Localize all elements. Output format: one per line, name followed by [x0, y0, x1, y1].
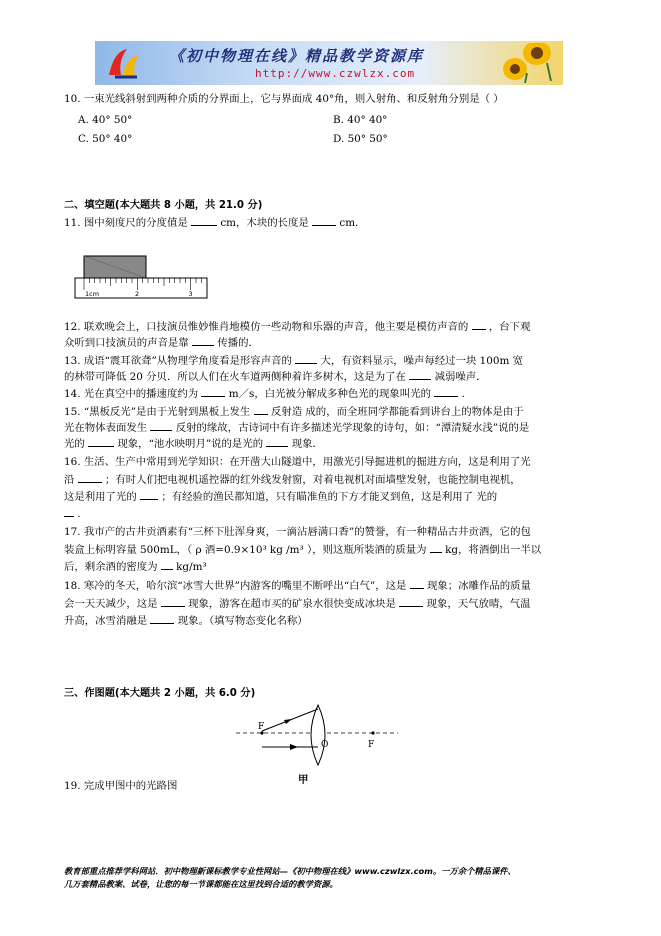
question-15-line-2	[64, 420, 529, 435]
q11-text-a: 11. 图中刻度尺的分度值是	[64, 217, 188, 229]
question-10-stem: 10. 一束光线斜射到两种介质的分界面上，它与界面成 40°角，则入射角、和反射角分别是（ ）	[64, 93, 504, 105]
question-17-line-1: 17. 我市产的古井贡酒素有“三杯下肚浑身爽，一滴沾唇满口香”的赞誉，有一种精品古井贡酒，它的包	[64, 526, 531, 538]
q17-text-d: kg/m³	[176, 561, 207, 573]
q18-blank-1[interactable]	[410, 578, 424, 589]
q15-blank-3[interactable]	[88, 436, 114, 447]
question-18-line-3	[64, 613, 308, 628]
q18-text-e: 现象，天气放晴，气温	[426, 598, 531, 610]
q16-blank-2[interactable]	[140, 489, 158, 500]
footer-line-2: 几万套精品教案、试卷，让您的每一节课都能在这里找到合适的教学资源。	[64, 879, 338, 889]
q15-text-a: 15. “黑板反光”是由于光射到黑板上发生	[64, 406, 251, 418]
question-16-line-1: 16. 生活、生产中常用到光学知识：在开凿大山隧道中，用激光引导掘进机的掘进方向，这是利用了光	[64, 456, 531, 468]
q18-text-f: 升高，冰雪消融是	[64, 615, 148, 627]
convex-lens	[311, 705, 325, 765]
q16-blank-3[interactable]	[64, 506, 74, 517]
q14-text-b: m／s，白光被分解成多种色光的现象叫光的	[228, 388, 431, 400]
banner-url[interactable]: http://www.czwlzx.com	[255, 67, 416, 80]
label-o: O	[321, 740, 329, 750]
page-footer	[64, 865, 634, 891]
q10-option-a: A. 40° 50°	[78, 114, 133, 126]
q12-blank-1[interactable]	[472, 319, 486, 330]
q18-text-c: 会一天天减少，这是	[64, 598, 158, 610]
question-16-line-2	[64, 472, 521, 487]
q15-text-f: 现象，“池水映明月”说的是光的	[117, 438, 264, 450]
question-15-line-1	[64, 404, 524, 419]
q15-text-c: 光在物体表面发生	[64, 422, 148, 434]
question-16-line-4	[64, 506, 81, 521]
site-logo-icon	[105, 47, 143, 79]
section-2-heading: 二、填空题(本大题共 8 小题，共 21.0 分)	[64, 200, 263, 211]
question-11	[64, 215, 365, 230]
q15-text-d: 反射的缘故，古诗词中有许多描述光学现象的诗句，如：“潭清疑水浅”说的是	[175, 422, 530, 434]
section-3-heading: 三、作图题(本大题共 2 小题，共 6.0 分)	[64, 688, 256, 699]
q12-text-b: ，台下观	[488, 321, 531, 333]
question-18-line-1	[64, 578, 531, 593]
q17-text-b: kg，将酒倒出一半以	[445, 544, 542, 556]
q16-text-c: 这是利用了光的	[64, 491, 137, 503]
q18-blank-2[interactable]	[161, 596, 185, 607]
q15-text-b: 反射造 成的，而全班同学都能看到讲台上的物体是由于	[270, 406, 524, 418]
q10-option-d: D. 50° 50°	[333, 133, 388, 145]
footer-line-1: 教育部重点推荐学科网站．初中物理新课标教学专业性网站—《初中物理在线》www.czwlzx.com。一万余个精品课件、	[64, 866, 516, 876]
q11-blank-2[interactable]	[312, 215, 336, 226]
header-banner	[95, 41, 563, 85]
q18-text-g: 现象。（填写物态变化名称）	[177, 615, 308, 627]
q16-blank-1[interactable]	[78, 472, 102, 483]
ray-arrow-1	[284, 719, 292, 724]
question-13-line-1	[64, 353, 523, 368]
question-12-line-2	[64, 335, 259, 350]
q13-blank-2[interactable]	[409, 369, 431, 380]
q12-blank-2[interactable]	[192, 335, 214, 346]
q13-text-a: 13. 成语“震耳欲聋”从物理学角度看是形容声音的	[64, 355, 292, 367]
q17-text-a: 装盒上标明容量 500mL，（ ρ 酒=0.9×10³ kg /m³ ），则这瓶所装酒的质量为	[64, 544, 427, 556]
q15-blank-2[interactable]	[150, 420, 172, 431]
question-16-line-3	[64, 489, 497, 504]
question-19: 19. 完成甲图中的光路图	[64, 780, 178, 792]
q13-text-d: 减弱噪声．	[434, 371, 487, 383]
q12-text-c: 众听到口技演员的声音是靠	[64, 337, 189, 349]
q11-blank-1[interactable]	[191, 215, 217, 226]
convex-lens-diagram	[232, 703, 402, 767]
question-13-line-2	[64, 369, 487, 384]
q14-text-c: .	[461, 388, 465, 400]
figure-caption: 甲	[298, 774, 309, 786]
q17-text-c: 后，剩余酒的密度为	[64, 561, 158, 573]
label-f-left: F	[258, 722, 265, 732]
q13-text-b: 大，有资料显示，噪声每经过一块 100m 宽	[320, 355, 524, 367]
q10-option-b: B. 40° 40°	[333, 114, 388, 126]
q15-text-e: 光的	[64, 438, 85, 450]
q11-text-c: cm．	[339, 217, 366, 229]
q16-text-a: 沿	[64, 474, 75, 486]
q14-text-a: 14. 光在真空中的播速度约为	[64, 388, 199, 400]
q17-blank-2[interactable]	[161, 559, 173, 570]
q10-option-c: C. 50° 40°	[78, 133, 133, 145]
q12-text-a: 12. 联欢晚会上，口技演员惟妙惟肖地模仿一些动物和乐器的声音，他主要是模仿声音的	[64, 321, 469, 333]
q18-text-a: 18. 寒冷的冬天，哈尔滨“冰雪大世界”内游客的嘴里不断呼出“白气”，这是	[64, 580, 407, 592]
question-17-line-2	[64, 542, 541, 557]
q14-blank-2[interactable]	[434, 386, 458, 397]
sunflower-icon	[497, 43, 557, 83]
q15-blank-1[interactable]	[254, 404, 268, 415]
q18-text-b: 现象；冰雕作品的质量	[427, 580, 531, 592]
q18-blank-3[interactable]	[399, 596, 423, 607]
focal-point-right	[371, 731, 374, 734]
q17-blank-1[interactable]	[430, 542, 442, 553]
ruler-label-1cm: 1cm	[85, 290, 100, 298]
q16-text-d: ；有经验的渔民都知道，只有瞄准鱼的下方才能叉到鱼，这是利用了 光的	[161, 491, 498, 503]
q18-text-d: 现象，游客在超市买的矿泉水很快变成冰块是	[188, 598, 396, 610]
question-14	[64, 386, 465, 401]
q16-text-e: .	[77, 508, 81, 520]
question-17-line-3	[64, 559, 207, 574]
q15-text-g: 现象．	[291, 438, 323, 450]
question-12-line-1	[64, 319, 530, 334]
q13-blank-1[interactable]	[295, 353, 317, 364]
question-18-line-2	[64, 596, 530, 611]
q18-blank-4[interactable]	[150, 613, 174, 624]
q13-text-c: 的林带可降低 20 分贝．所以人们在火车道两侧种着许多树木，这是为了在	[64, 371, 406, 383]
q15-blank-4[interactable]	[266, 436, 288, 447]
ray-arrow-2	[290, 744, 298, 750]
ruler-label-3: 3	[188, 290, 193, 298]
ruler-label-2: 2	[135, 290, 140, 298]
q12-text-d: 传播的．	[217, 337, 259, 349]
banner-title: 《初中物理在线》精品教学资源库	[169, 47, 425, 65]
q14-blank-1[interactable]	[201, 386, 225, 397]
ruler-figure	[74, 252, 208, 306]
q16-text-b: ；有时人们把电视机遥控器的红外线发射窗，对着电视机对面墙壁发射，也能控制电视机，	[105, 474, 521, 486]
q11-text-b: cm，木块的长度是	[220, 217, 309, 229]
label-f-right: F	[368, 740, 375, 750]
question-15-line-3	[64, 436, 323, 451]
